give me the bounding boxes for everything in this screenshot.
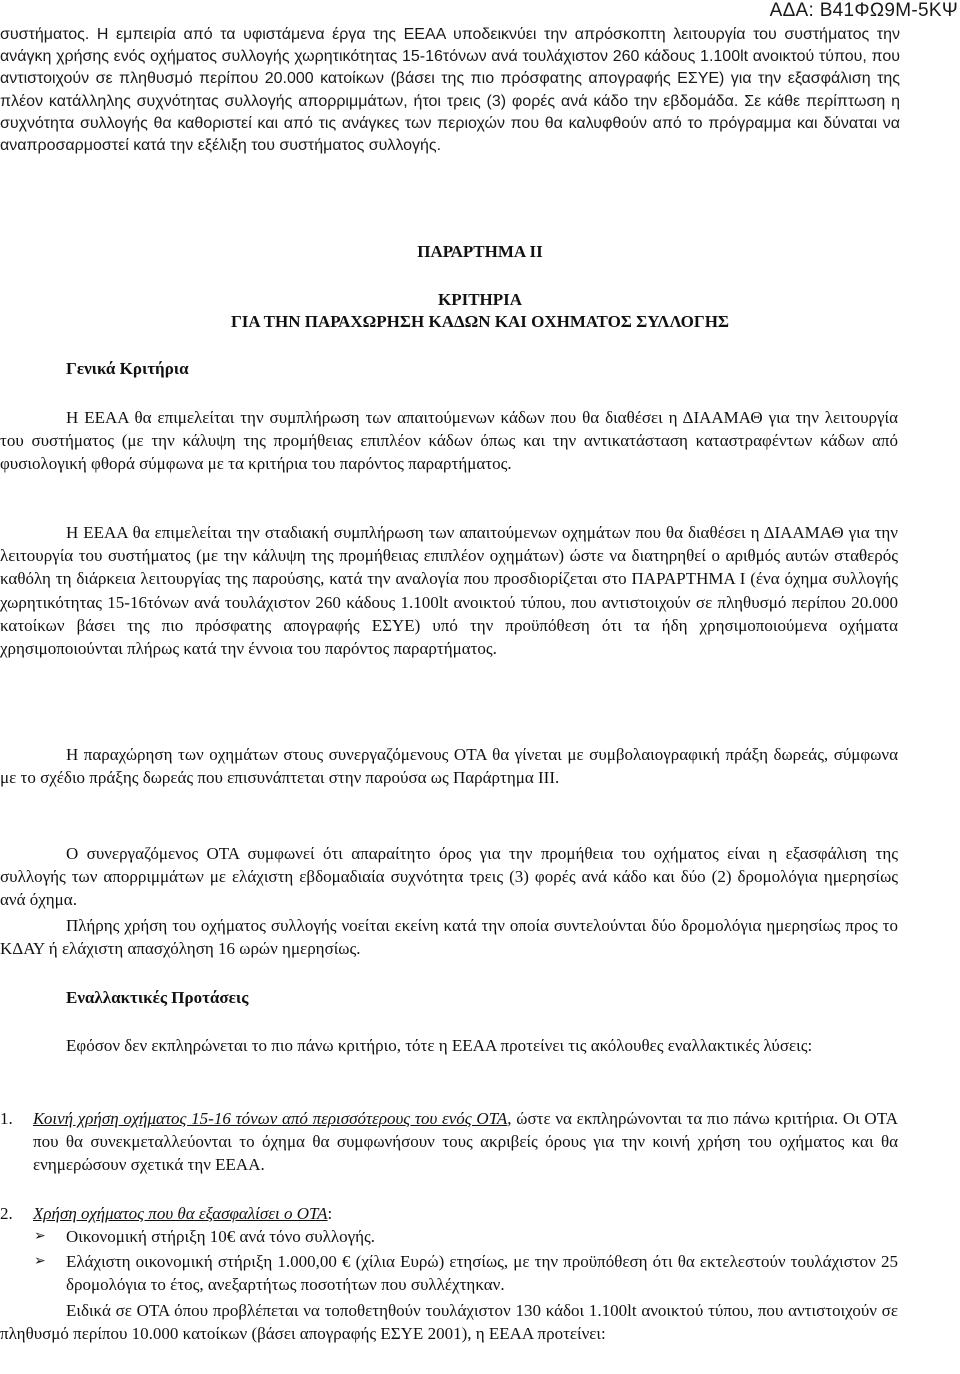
- alternative-item-2-body: [33, 1202, 898, 1225]
- alternatives-title: Εναλλακτικές Προτάσεις: [66, 988, 249, 1007]
- annex-subtitle-line1: ΚΡΙΤΗΡΙΑ: [437, 290, 523, 309]
- alternative-item-2-title: Χρήση οχήματος που θα εξασφαλίσει ο ΟΤΑ: [33, 1204, 328, 1223]
- alternatives-closing: Ειδικά σε ΟΤΑ όπου προβλέπεται να τοποθετηθούν τουλάχιστον 130 κάδοι 1.100lt ανοικτού τύπου, που αντιστοιχούν σε πληθυσμό περίπου 10.000 κατοίκων (βάσει απογραφής ΕΣΥΕ 2001), η ΕΕΑΑ προτείνει:: [0, 1301, 898, 1344]
- intro-paragraph: συστήματος. Η εμπειρία από τα υφιστάμενα έργα της ΕΕΑΑ υποδεικνύει την απρόσκοπτη λειτουργία του συστήματος την ανάγκη χρήσης ενός οχήματος συλλογής χωρητικότητας 15-16τόνων ανά τουλάχιστον 260 κάδους 1.100lt ανοικτού τύπου, που αντιστοιχούν σε πληθυσμό περίπου 20.000 κατοίκων (βάσει της πιο πρόσφατης απογραφής ΕΣΥΕ) για την εξασφάλιση της πλέον κατάλληλης συχνότητας συλλογής απορριμμάτων, ήτοι τρεις (3) φορές ανά κάδο την εβδομάδα. Σε κάθε περίπτωση η συχνότητα συλλογής θα καθοριστεί και από τις ανάγκες των περιοχών που θα καλυφθούν από το πρόγραμμα και δύναται να αναπροσαρμοστεί κατά την εξέλιξη του συστήματος συλλογής.: [0, 26, 900, 155]
- bullet-text: Οικονομική στήριξη 10€ ανά τόνο συλλογής.: [66, 1227, 376, 1246]
- bullet-item: [0, 1250, 898, 1296]
- alternative-item-1-text: , ώστε να εκπληρώνονται τα πιο πάνω κριτήρια. Οι ΟΤΑ που θα συνεκμεταλλεύονται το όχημα θα συμφωνήσουν τους ακριβείς όρους για την κοινή χρήση του οχήματος και θα ενημερώσουν σχετικά την ΕΕΑΑ.: [33, 1109, 899, 1175]
- general-paragraph-1: Η ΕΕΑΑ θα επιμελείται την συμπλήρωση των απαιτούμενων κάδων που θα διαθέσει η ΔΙΑΑΜΑΘ για την λειτουργία του συστήματος (με την κάλυψη της προμήθειας επιπλέον κάδων όπως και την αντικατάσταση καταστραφέντων κάδων από φυσιολογική φθορά σύμφωνα με τα κριτήρια του παρόντος παραρτήματος.: [0, 408, 898, 474]
- general-paragraph-4: Ο συνεργαζόμενος ΟΤΑ συμφωνεί ότι απαραίτητο όρος για την προμήθεια του οχήματος είναι η εξασφάλιση της συλλογής των απορριμμάτων με ελάχιστη εβδομαδιαία συχνότητα τρεις (3) φορές ανά κάδο και δύο (2) δρομολόγια ημερησίως ανά όχημα.: [0, 844, 898, 910]
- ada-code: ΑΔΑ: Β41ΦΩ9Μ-5ΚΨ: [769, 0, 958, 21]
- alternative-item-1-body: [33, 1107, 898, 1177]
- general-criteria-title: Γενικά Κριτήρια: [66, 359, 189, 378]
- general-paragraph-3: Η παραχώρηση των οχημάτων στους συνεργαζόμενους ΟΤΑ θα γίνεται με συμβολαιογραφική πράξη δωρεάς, σύμφωνα με το σχέδιο πράξης δωρεάς που επισυνάπτεται στην παρούσα ως Παράρτημα ΙΙΙ.: [0, 745, 898, 788]
- alternative-item-2-suffix: :: [327, 1204, 333, 1223]
- alternative-item-2: [0, 1202, 898, 1225]
- annex-subtitle: [0, 289, 960, 333]
- annex-title: ΠΑΡΑΡΤΗΜΑ ΙΙ: [417, 242, 543, 261]
- annex-subtitle-line2: ΓΙΑ ΤΗΝ ΠΑΡΑΧΩΡΗΣΗ ΚΑΔΩΝ ΚΑΙ ΟΧΗΜΑΤΟΣ ΣΥΛΛΟΓΗΣ: [230, 312, 730, 331]
- alternative-item-1: [0, 1107, 898, 1177]
- general-paragraph-5: Πλήρης χρήση του οχήματος συλλογής νοείται εκείνη κατά την οποία συντελούνται δύο δρομολόγια ημερησίως προς το ΚΔΑΥ ή ελάχιστη απασχόληση 16 ωρών ημερησίως.: [0, 916, 898, 959]
- alternative-item-2-number: 2.: [0, 1204, 13, 1223]
- bullet-text: Ελάχιστη οικονομική στήριξη 1.000,00 € (χίλια Ευρώ) ετησίως, με την προϋπόθεση ότι θα εκτελεστούν τουλάχιστον 25 δρομολόγια το έτος, ανεξαρτήτως ποσοτήτων που συλλέχτηκαν.: [66, 1252, 898, 1295]
- bullet-item: [0, 1225, 898, 1248]
- alternative-item-1-title: Κοινή χρήση οχήματος 15-16 τόνων από περισσότερους του ενός ΟΤΑ: [33, 1109, 508, 1128]
- general-paragraph-2: Η ΕΕΑΑ θα επιμελείται την σταδιακή συμπλήρωση των απαιτούμενων οχημάτων που θα διαθέσει η ΔΙΑΑΜΑΘ για την λειτουργία του συστήματος (με την κάλυψη της προμήθειας επιπλέον οχημάτων) ώστε να διατηρηθεί ο αριθμός αυτών σταθερός καθόλη τη διάρκεια λειτουργίας της παρούσης, κατά την αναλογία που προσδιορίζεται στο ΠΑΡΑΡΤΗΜΑ Ι (ένα όχημα συλλογής χωρητικότητας 15-16τόνων ανά τουλάχιστον 260 κάδους 1.100lt ανοικτού τύπου, που αντιστοιχούν σε πληθυσμό περίπου 20.000 κατοίκων βάσει της πιο πρόσφατης απογραφής ΕΣΥΕ) υπό την προϋπόθεση ότι τα ήδη χρησιμοποιούμενα οχήματα χρησιμοποιούνται πλήρως κατά την έννοια του παρόντος παραρτήματος.: [0, 523, 898, 659]
- alternative-item-1-number: 1.: [0, 1109, 13, 1128]
- arrow-bullet-icon: ➢: [34, 1254, 46, 1269]
- alternatives-intro: Εφόσον δεν εκπληρώνεται το πιο πάνω κριτήριο, τότε η ΕΕΑΑ προτείνει τις ακόλουθες εναλλακτικές λύσεις:: [66, 1036, 813, 1055]
- arrow-bullet-icon: ➢: [34, 1229, 46, 1244]
